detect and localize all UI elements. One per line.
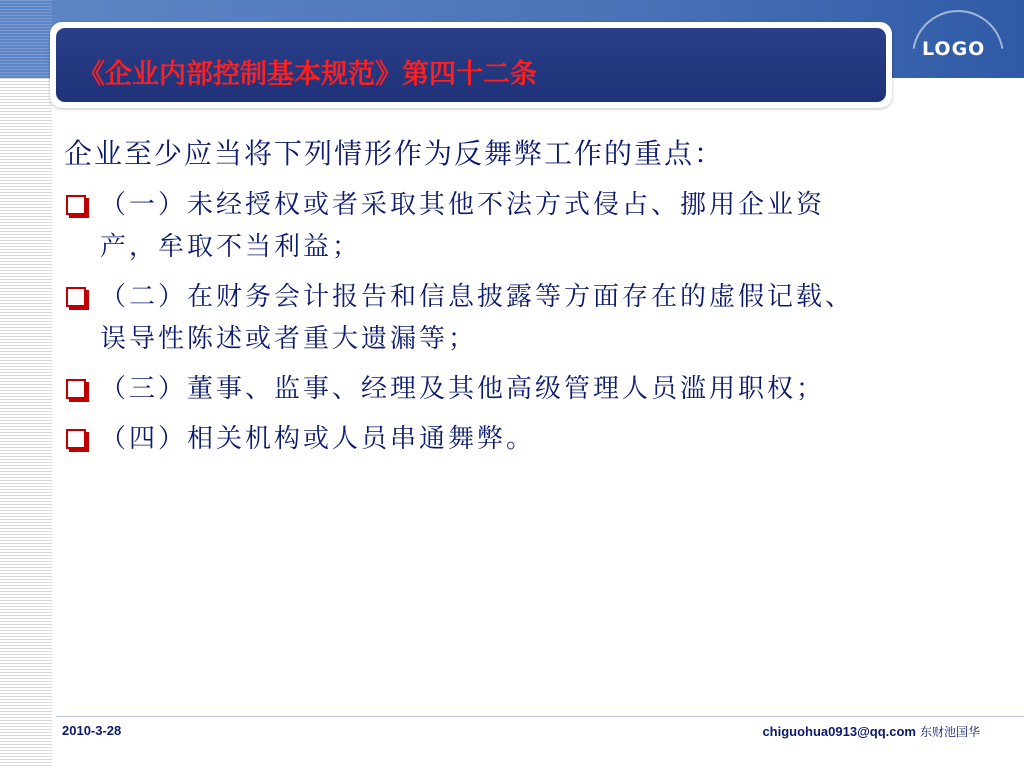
- footer-email: chiguohua0913@qq.com: [762, 724, 916, 739]
- checkbox-square-icon: [66, 429, 86, 449]
- list-item-text: [100, 418, 994, 460]
- footer-date: 2010-3-28: [62, 723, 122, 738]
- lead-sentence: 企业至少应当将下列情形作为反舞弊工作的重点：: [64, 137, 725, 170]
- footer-name: 东财池国华: [919, 725, 980, 739]
- checkbox-square-icon: [66, 287, 86, 307]
- logo: [904, 8, 1014, 78]
- slide-content: [64, 132, 994, 460]
- list-item-line: 误导性陈述或者重大遗漏等；: [100, 324, 478, 354]
- list-item: [64, 184, 994, 268]
- list-item-line: （三）董事、监事、经理及其他高级管理人员滥用职权；: [100, 374, 826, 404]
- list-item: [64, 418, 994, 460]
- list-item-line: （二）在财务会计报告和信息披露等方面存在的虚假记载、: [100, 282, 855, 312]
- checkbox-square-icon: [66, 195, 86, 215]
- list-item-line: （四）相关机构或人员串通舞弊。: [100, 424, 536, 454]
- logo-text: LOGO: [922, 38, 986, 60]
- list-item-line: （一）未经授权或者采取其他不法方式侵占、挪用企业资: [100, 190, 826, 220]
- slide-title: 《企业内部控制基本规范》第四十二条: [78, 59, 537, 90]
- footer-divider: [56, 716, 1024, 717]
- list-item-text: [100, 276, 994, 360]
- checkbox-square-icon: [66, 379, 86, 399]
- footer-author: [762, 723, 980, 740]
- list-item-line: 产，牟取不当利益；: [100, 232, 362, 262]
- left-stripe-column: [0, 78, 52, 768]
- list-item-text: [100, 184, 994, 268]
- list-item: [64, 368, 994, 410]
- list-item: [64, 276, 994, 360]
- list-item-text: [100, 368, 994, 410]
- left-stripe-top: [0, 0, 52, 78]
